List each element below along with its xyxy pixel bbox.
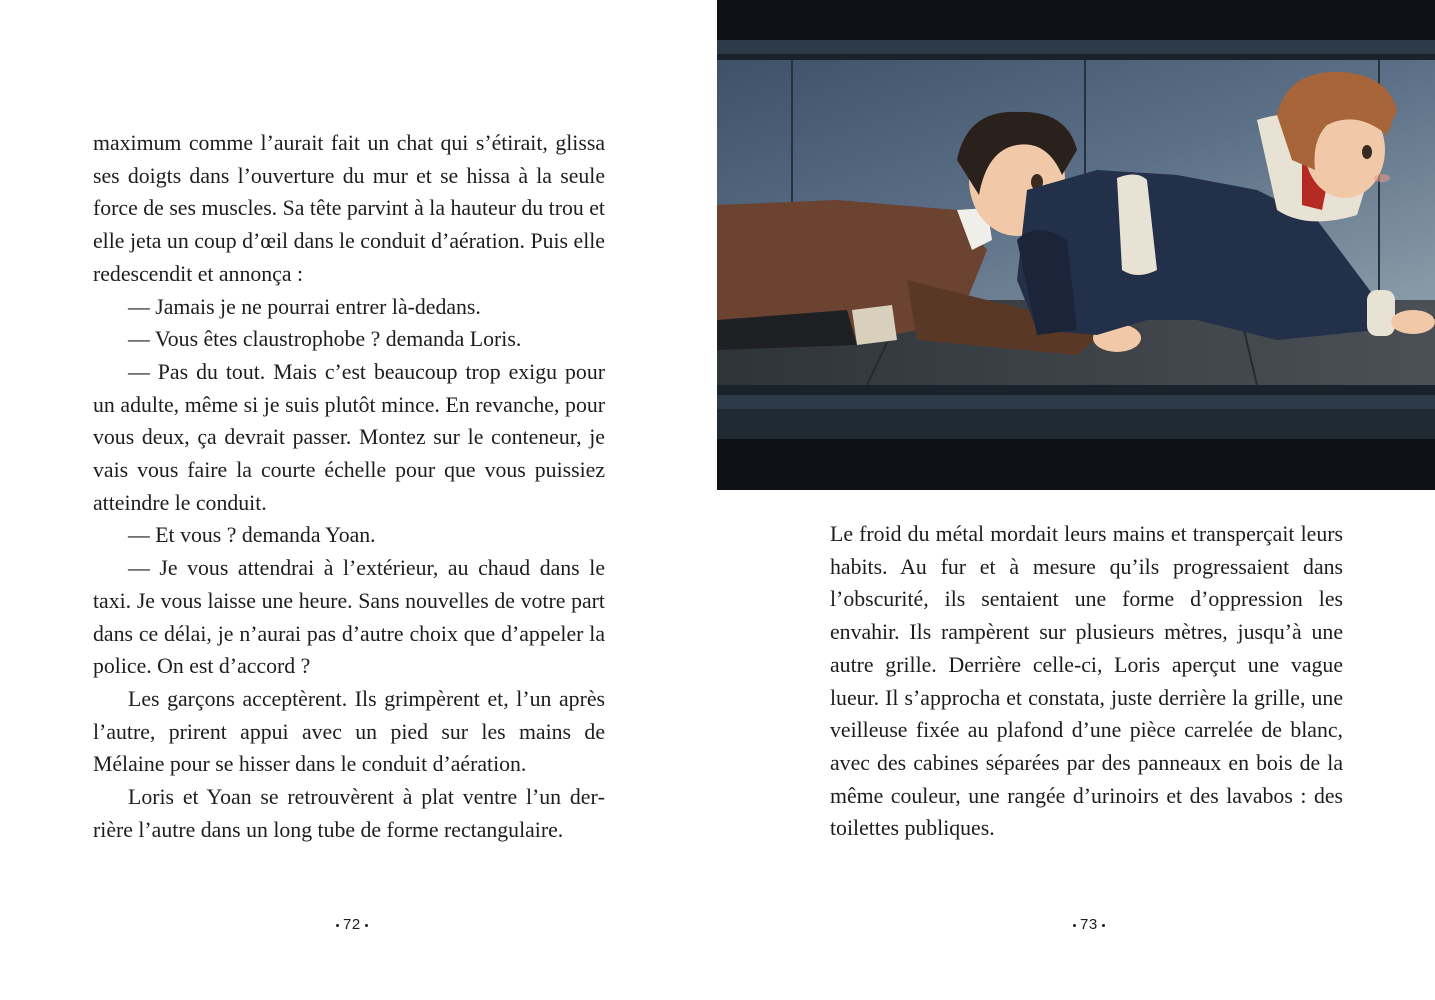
left-page: [0, 0, 717, 1000]
illustration-vent-duct: [717, 0, 1435, 490]
page-number: [1069, 916, 1109, 933]
right-page: [717, 0, 1435, 1000]
page-number-value: 73: [1080, 916, 1098, 933]
paragraph: Le froid du métal mordait leurs mains et transperçait leurs habits. Au fur et à mesure qu’ils progressaient dans l’obscurité, ils sentaient une forme d’oppression les envahir. Ils rampèrent sur plusieurs mètres, jusqu’à une autre grille. Derrière celle-ci, Loris aperçut une vague lueur. Il s’approcha et constata, juste derrière la grille, une veilleuse fixée au plafond d’une pièce carrelée de blanc, avec des cabines séparées par des panneaux en bois de la même couleur, une rangée d’urinoirs et des lavabos : des toilettes publiques.: [830, 522, 1343, 841]
paragraph: — Vous êtes claustrophobe ? demanda Loris.: [128, 327, 522, 352]
illustration-drawing: [717, 0, 1435, 490]
paragraph: Loris et Yoan se retrouvèrent à plat ventre l’un derrière l’autre dans un long tube de forme rectangulaire.: [93, 785, 605, 842]
page-number-value: 72: [343, 916, 361, 933]
paragraph: — Je vous attendrai à l’extérieur, au chaud dans le taxi. Je vous laisse une heure. Sans nouvelles de votre part dans ce délai, je n’aurai pas d’autre choix que d’appeler la police. On est d’accord ?: [93, 556, 605, 679]
page-number: [332, 916, 372, 933]
paragraph: Les garçons acceptèrent. Ils grimpèrent et, l’un après l’autre, prirent appui avec un pied sur les mains de Mélaine pour se hisser dans le conduit d’aération.: [93, 686, 605, 777]
paragraph: — Jamais je ne pourrai entrer là-dedans.: [128, 294, 481, 319]
paragraph: maximum comme l’aurait fait un chat qui s’étirait, glissa ses doigts dans l’ouverture du mur et se hissa à la seule force de ses muscles. Sa tête parvint à la hauteur du trou et elle jeta un coup d’œil dans le conduit d’aération. Puis elle redescendit et annonça :: [93, 131, 605, 286]
paragraph: — Pas du tout. Mais c’est beaucoup trop exigu pour un adulte, même si je suis plutôt mince. En revanche, pour vous deux, ça devrait passer. Montez sur le conteneur, je vais vous faire la courte échelle pour que vous puissiez atteindre le conduit.: [93, 359, 605, 515]
left-page-text: [93, 127, 605, 846]
paragraph: — Et vous ? demanda Yoan.: [128, 523, 376, 548]
right-page-text: [830, 518, 1343, 845]
